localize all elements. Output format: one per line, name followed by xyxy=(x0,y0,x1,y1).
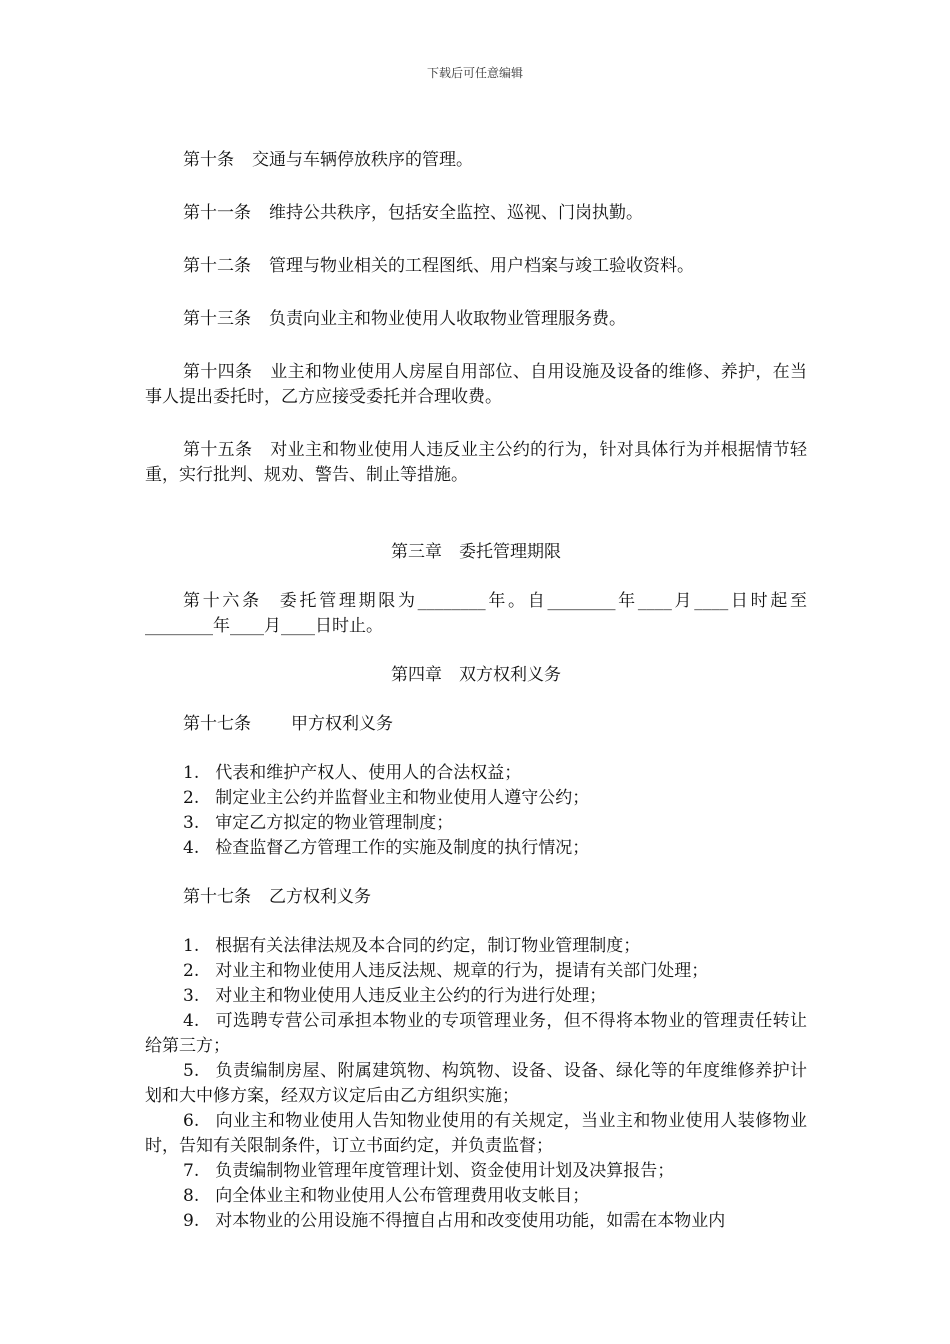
article-17-party-b xyxy=(145,885,807,910)
article-number: 第十四条 xyxy=(183,362,253,382)
list-item: 8. 向全体业主和物业使用人公布管理费用收支帐目； xyxy=(183,1186,590,1206)
list-item: 9. 对本物业的公用设施不得擅自占用和改变使用功能，如需在本物业内 xyxy=(183,1211,726,1231)
article-12 xyxy=(145,254,807,279)
list-item: 7. 负责编制物业管理年度管理计划、资金使用计划及决算报告； xyxy=(183,1161,675,1181)
list-item: 3. 对业主和物业使用人违反业主公约的行为进行处理； xyxy=(183,986,607,1006)
article-15 xyxy=(145,438,807,488)
article-number: 第十二条 xyxy=(183,256,251,276)
chapter-4-title: 第四章 双方权利义务 xyxy=(391,665,561,685)
article-title: 甲方权利义务 xyxy=(291,714,393,734)
article-number: 第十条 xyxy=(183,150,234,170)
list-item: 1. 根据有关法律法规及本合同的约定，制订物业管理制度； xyxy=(183,936,641,956)
article-text: 委托管理期限为________年。自________年____月____日时起至________年____月____日时止。 xyxy=(145,591,808,636)
article-text: 管理与物业相关的工程图纸、用户档案与竣工验收资料。 xyxy=(269,256,694,276)
list-item: 1. 代表和维护产权人、使用人的合法权益； xyxy=(183,763,522,783)
list-item: 4. 可选聘专营公司承担本物业的专项管理业务，但不得将本物业的管理责任转让给第三方； xyxy=(145,1011,807,1056)
article-16 xyxy=(145,589,807,639)
list-item: 3. 审定乙方拟定的物业管理制度； xyxy=(183,813,454,833)
article-13 xyxy=(145,307,807,332)
page-header: 下载后可任意编辑 xyxy=(426,66,523,80)
article-number: 第十六条 xyxy=(183,591,262,611)
article-text: 对业主和物业使用人违反业主公约的行为，针对具体行为并根据情节轻重，实行批判、规劝、警告、制止等措施。 xyxy=(145,440,808,485)
article-text: 维持公共秩序，包括安全监控、巡视、门岗执勤。 xyxy=(269,203,643,223)
article-number: 第十七条 xyxy=(183,887,251,907)
article-17-party-a xyxy=(145,712,807,737)
article-number: 第十一条 xyxy=(183,203,251,223)
list-item: 4. 检查监督乙方管理工作的实施及制度的执行情况； xyxy=(183,838,590,858)
list-item: 2. 对业主和物业使用人违反法规、规章的行为，提请有关部门处理； xyxy=(183,961,709,981)
list-item: 2. 制定业主公约并监督业主和物业使用人遵守公约； xyxy=(183,788,590,808)
article-number: 第十三条 xyxy=(183,309,251,329)
article-10 xyxy=(145,148,807,173)
article-text: 交通与车辆停放秩序的管理。 xyxy=(252,150,473,170)
article-text: 负责向业主和物业使用人收取物业管理服务费。 xyxy=(269,309,626,329)
article-number: 第十五条 xyxy=(183,440,253,460)
article-number: 第十七条 xyxy=(183,714,251,734)
list-item: 5. 负责编制房屋、附属建筑物、构筑物、设备、设备、绿化等的年度维修养护计划和大中修方案，经双方议定后由乙方组织实施； xyxy=(145,1061,807,1106)
party-a-list xyxy=(145,761,807,861)
article-14 xyxy=(145,360,807,410)
list-item: 6. 向业主和物业使用人告知物业使用的有关规定，当业主和物业使用人装修物业时，告知有关限制条件，订立书面约定，并负责监督； xyxy=(145,1111,807,1156)
document-body xyxy=(145,148,807,1234)
article-11 xyxy=(145,201,807,226)
article-title: 乙方权利义务 xyxy=(269,887,371,907)
article-text: 业主和物业使用人房屋自用部位、自用设施及设备的维修、养护，在当事人提出委托时，乙方应接受委托并合理收费。 xyxy=(145,362,808,407)
party-b-list xyxy=(145,934,807,1234)
chapter-3-title: 第三章 委托管理期限 xyxy=(391,542,561,562)
